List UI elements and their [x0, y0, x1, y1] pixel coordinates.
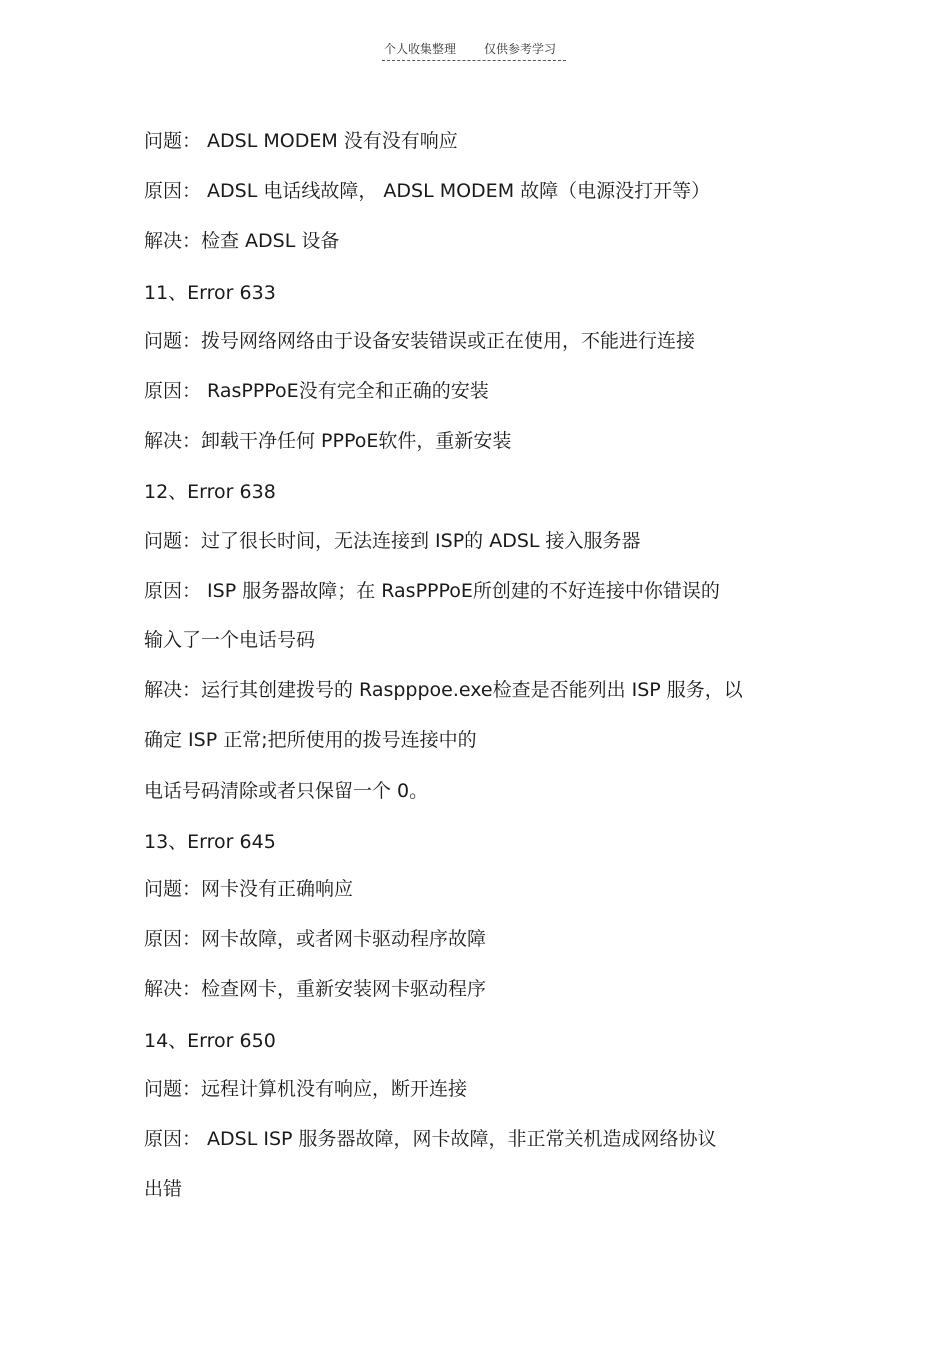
text-line: 出错 — [144, 1178, 183, 1200]
text-line: 确定 ISP 正常;把所使用的拨号连接中的 — [144, 729, 477, 751]
text-line: 原因： RasPPPoE没有完全和正确的安装 — [144, 380, 489, 402]
text-line: 解决：检查 ADSL 设备 — [144, 230, 340, 252]
section-heading: 12、Error 638 — [144, 481, 276, 503]
text-line: 问题：网卡没有正确响应 — [144, 878, 354, 900]
text-line: 电话号码清除或者只保留一个 0。 — [144, 780, 429, 802]
section-heading: 13、Error 645 — [144, 831, 276, 853]
text-line: 问题：远程计算机没有响应，断开连接 — [144, 1078, 468, 1100]
text-line: 原因：网卡故障，或者网卡驱动程序故障 — [144, 928, 487, 950]
text-line: 原因： ADSL ISP 服务器故障，网卡故障，非正常关机造成网络协议 — [144, 1128, 717, 1150]
header-right-text: 仅供参考学习 — [484, 42, 557, 56]
text-line: 输入了一个电话号码 — [144, 629, 316, 651]
section-heading: 14、Error 650 — [144, 1030, 276, 1052]
text-line: 解决：卸载干净任何 PPPoE软件，重新安装 — [144, 430, 512, 452]
text-line: 解决：检查网卡，重新安装网卡驱动程序 — [144, 978, 487, 1000]
header-left-text: 个人收集整理 — [384, 42, 457, 56]
text-line: 问题：拨号网络网络由于设备安装错误或正在使用，不能进行连接 — [144, 330, 696, 352]
section-heading: 11、Error 633 — [144, 282, 276, 304]
text-line: 原因： ISP 服务器故障；在 RasPPPoE所创建的不好连接中你错误的 — [144, 580, 720, 602]
text-line: 问题： ADSL MODEM 没有没有响应 — [144, 130, 458, 152]
text-line: 解决：运行其创建拨号的 Raspppoe.exe检查是否能列出 ISP 服务，以 — [144, 679, 743, 701]
text-line: 问题：过了很长时间，无法连接到 ISP的 ADSL 接入服务器 — [144, 530, 641, 552]
text-line: 原因： ADSL 电话线故障， ADSL MODEM 故障（电源没打开等） — [144, 180, 711, 202]
page-header — [382, 38, 566, 61]
